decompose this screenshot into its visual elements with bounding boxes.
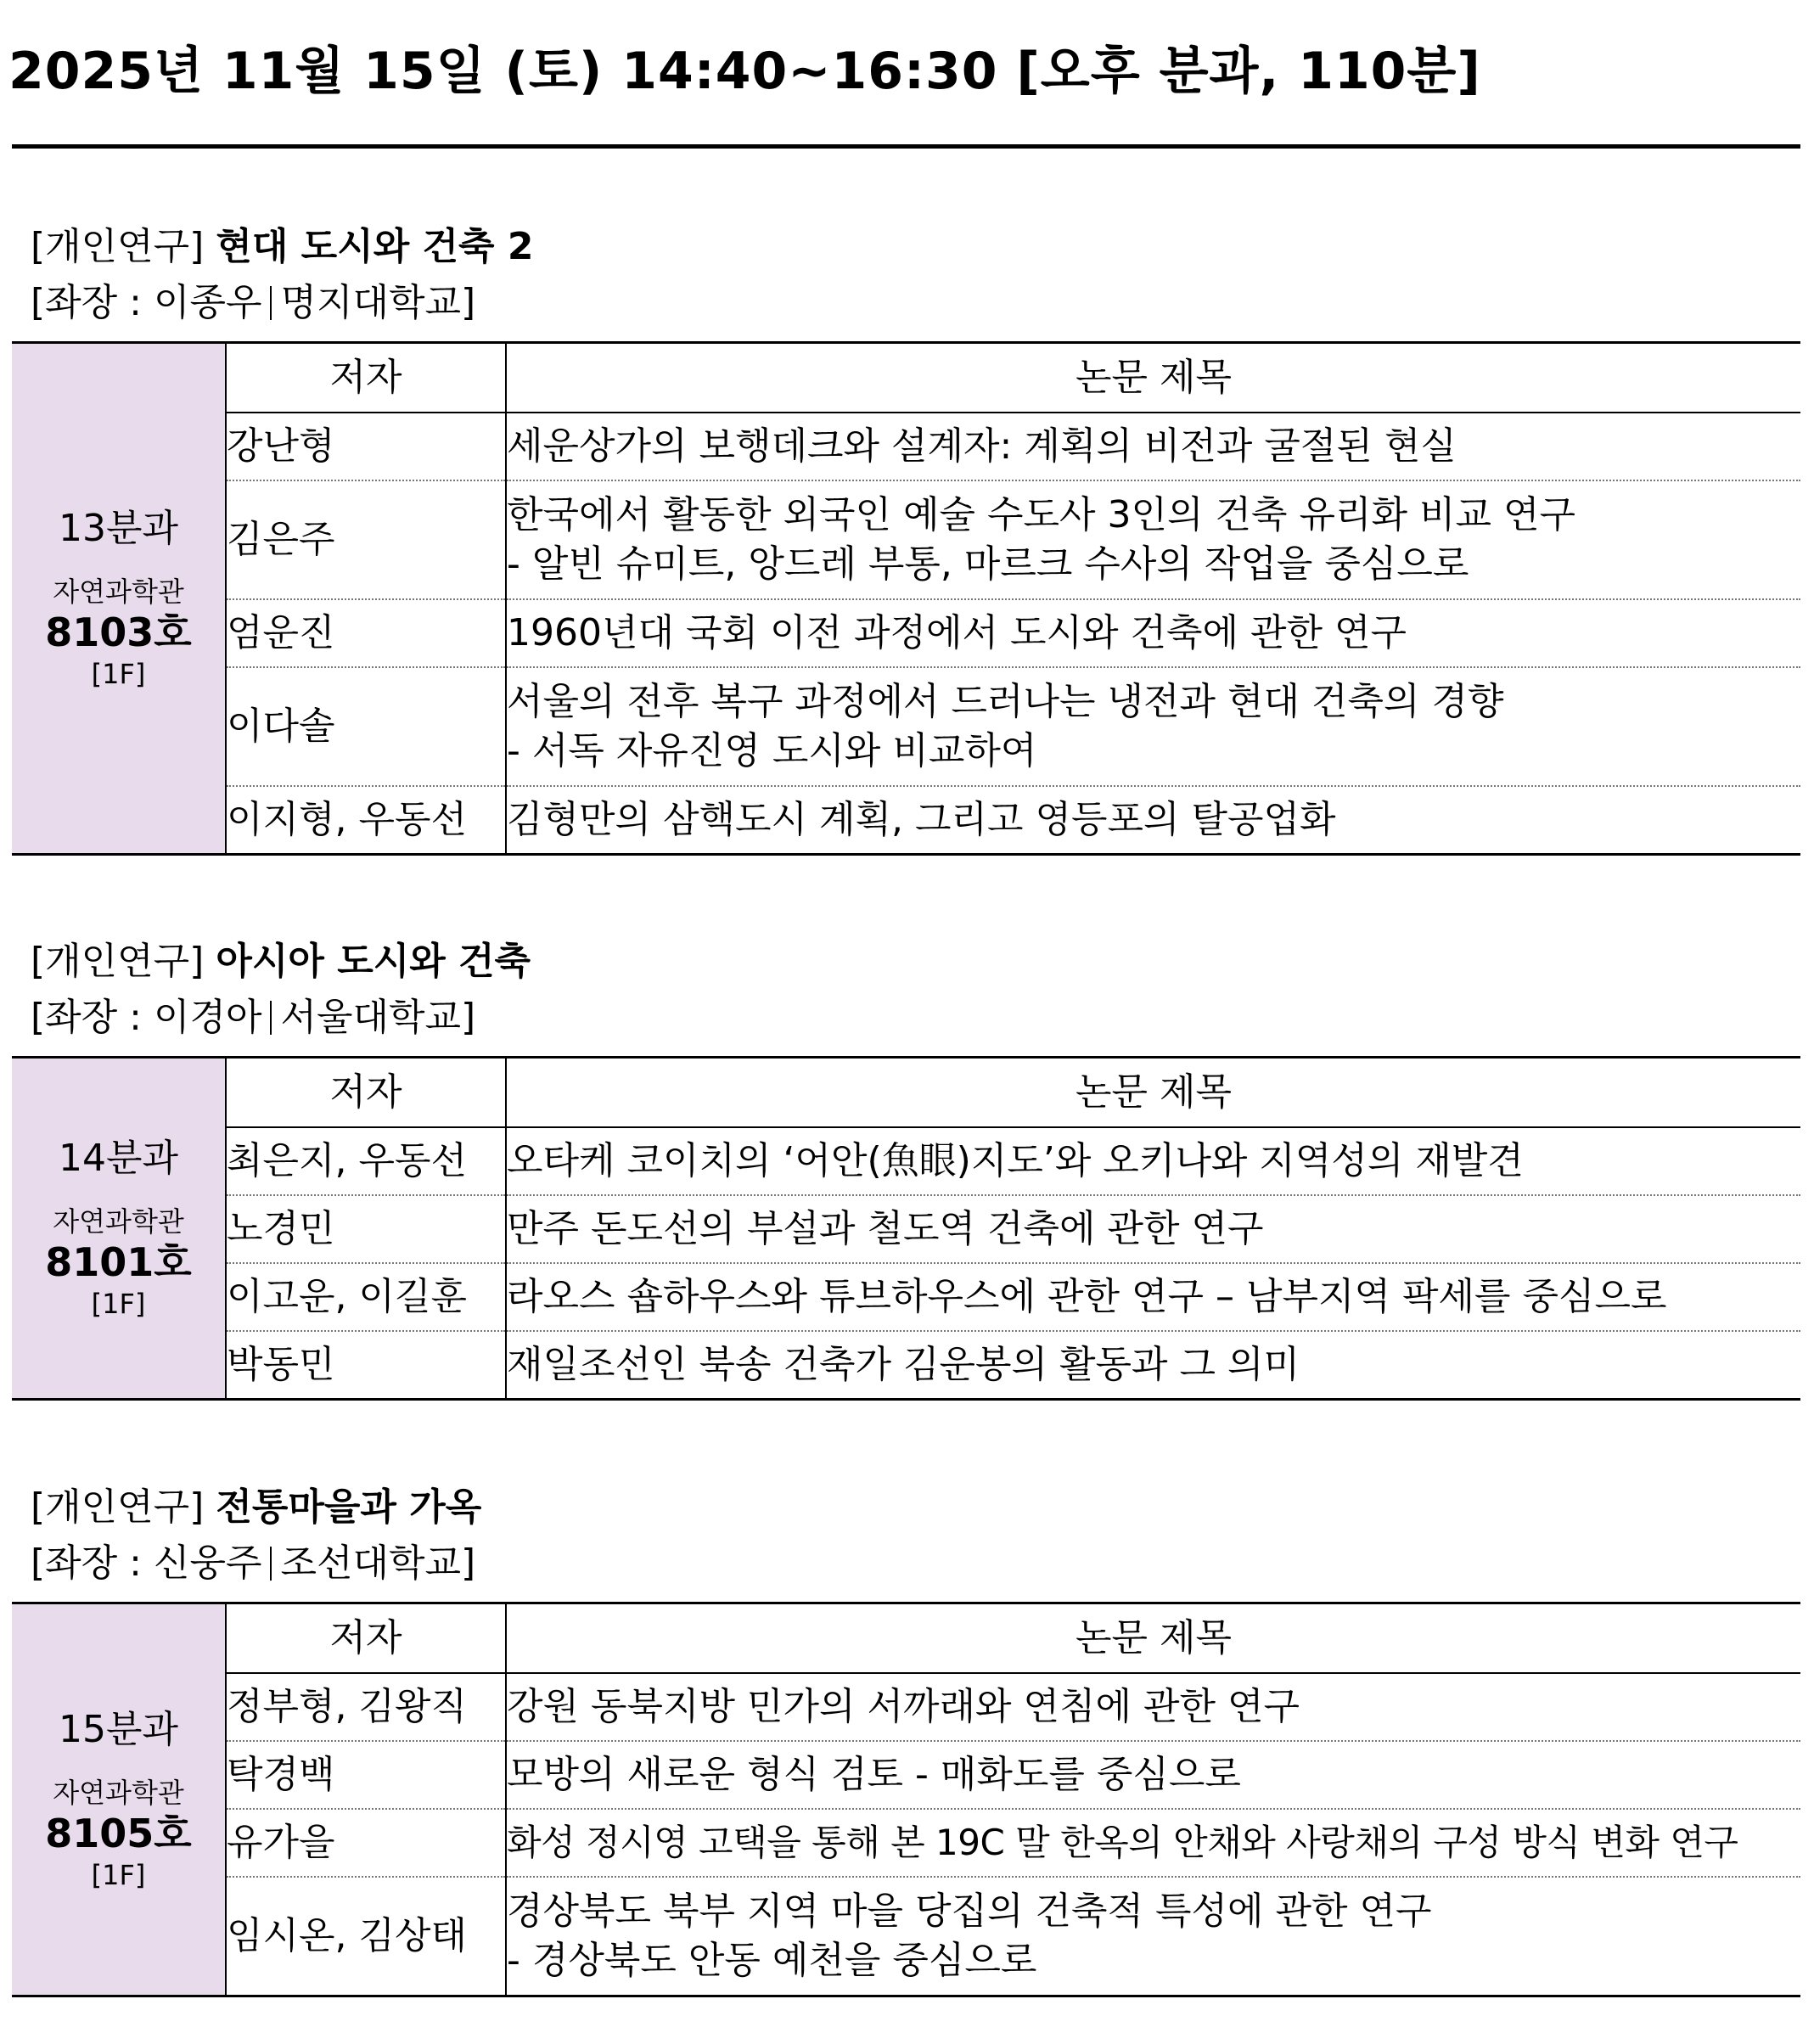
room-number: 8101호: [45, 1239, 192, 1285]
paper-author: 임시온, 김상태: [226, 1877, 506, 1996]
paper-author: 김은주: [226, 480, 506, 599]
paper-title: 한국에서 활동한 외국인 예술 수도사 3인의 건축 유리화 비교 연구: [507, 493, 1575, 536]
paper-author: 박동민: [226, 1331, 506, 1400]
session-number: 14분과: [59, 1137, 178, 1180]
author-column-header: 저자: [226, 1603, 506, 1674]
table-row: [12, 413, 1800, 480]
paper-author: 엄운진: [226, 599, 506, 667]
paper-subtitle: - 경상북도 안동 예천을 중심으로: [507, 1939, 1037, 1982]
room-cell: [12, 343, 226, 855]
session-14: [12, 934, 1800, 1401]
paper-title-cell: [506, 480, 1800, 599]
paper-title: 재일조선인 북송 건축가 김운봉의 활동과 그 의미: [507, 1343, 1300, 1386]
floor-label: [1F]: [91, 1859, 146, 1891]
paper-author: 유가을: [226, 1809, 506, 1877]
table-row: [12, 786, 1800, 855]
session-table: [12, 341, 1800, 856]
paper-title: 서울의 전후 복구 과정에서 드러나는 냉전과 현대 건축의 경향: [507, 680, 1504, 723]
chair-separator: [270, 286, 272, 320]
chair-affiliation: 조선대학교]: [280, 1541, 476, 1585]
paper-author: 노경민: [226, 1195, 506, 1263]
session-heading: [31, 1480, 1800, 1536]
session-type: [개인연구]: [31, 1485, 205, 1529]
chair-affiliation: 명지대학교]: [280, 281, 476, 324]
session-chair: [31, 1536, 1800, 1592]
session-heading: [31, 934, 1800, 990]
title-column-header: 논문 제목: [506, 1058, 1800, 1128]
table-row: [12, 1809, 1800, 1877]
table-row: [12, 1127, 1800, 1195]
chair-name: [좌장 : 이종우: [31, 281, 262, 324]
paper-author: 정부형, 김왕직: [226, 1673, 506, 1741]
author-column-header: 저자: [226, 1058, 506, 1128]
paper-title: 강원 동북지방 민가의 서까래와 연침에 관한 연구: [506, 1673, 1800, 1741]
chair-name: [좌장 : 이경아: [31, 996, 262, 1039]
page-title: 2025년 11월 15일 (토) 14:40~16:30 [오후 분과, 110분]: [8, 42, 1481, 101]
chair-separator: [270, 1001, 272, 1035]
paper-author: 탁경백: [226, 1741, 506, 1809]
author-column-header: 저자: [226, 343, 506, 413]
session-type: [개인연구]: [31, 940, 205, 983]
paper-title: 화성 정시영 고택을 통해 본 19C 말 한옥의 안채와 사랑채의 구성 방식 변화 연구: [506, 1809, 1800, 1877]
session-chair: [31, 990, 1800, 1046]
paper-title: 경상북도 북부 지역 마을 당집의 건축적 특성에 관한 연구: [507, 1890, 1432, 1933]
paper-title: 만주 돈도선의 부설과 철도역 건축에 관한 연구: [506, 1195, 1800, 1263]
table-row: [12, 599, 1800, 667]
session-theme: 전통마을과 가옥: [216, 1485, 482, 1529]
paper-title-cell: [506, 667, 1800, 786]
table-row: [12, 667, 1800, 786]
paper-author: 강난형: [226, 413, 506, 480]
table-row: [12, 480, 1800, 599]
session-heading: [31, 219, 1800, 275]
paper-subtitle: - 서독 자유진영 도시와 비교하여: [507, 729, 1037, 772]
building-name: 자연과학관: [53, 576, 184, 608]
room-cell: [12, 1603, 226, 1996]
title-divider: [12, 144, 1800, 149]
session-theme: 현대 도시와 건축 2: [216, 225, 534, 268]
session-type: [개인연구]: [31, 225, 205, 268]
session-number: 15분과: [59, 1708, 178, 1751]
session-table: [12, 1602, 1800, 1997]
table-row: [12, 1741, 1800, 1809]
paper-title: 오타케 코이치의 ‘어안(魚眼)지도’와 오키나와 지역성의 재발견: [506, 1127, 1800, 1195]
floor-label: [1F]: [91, 1288, 146, 1320]
chair-name: [좌장 : 신웅주: [31, 1541, 262, 1585]
paper-subtitle: - 알빈 슈미트, 앙드레 부통, 마르크 수사의 작업을 중심으로: [507, 542, 1469, 586]
paper-title: 1960년대 국회 이전 과정에서 도시와 건축에 관한 연구: [506, 599, 1800, 667]
room-cell: [12, 1058, 226, 1400]
session-13: [12, 219, 1800, 856]
title-column-header: 논문 제목: [506, 1603, 1800, 1674]
floor-label: [1F]: [91, 658, 146, 690]
session-theme: 아시아 도시와 건축: [216, 940, 531, 983]
chair-separator: [270, 1547, 272, 1581]
room-number: 8103호: [45, 609, 192, 655]
table-row: [12, 1877, 1800, 1996]
table-row: [12, 1331, 1800, 1400]
building-name: 자연과학관: [53, 1205, 184, 1238]
table-row: [12, 1673, 1800, 1741]
session-15: [12, 1480, 1800, 1997]
paper-author: 이지형, 우동선: [226, 786, 506, 855]
chair-affiliation: 서울대학교]: [280, 996, 476, 1039]
paper-title: 라오스 숍하우스와 튜브하우스에 관한 연구 – 남부지역 팍세를 중심으로: [506, 1263, 1800, 1331]
paper-title: 모방의 새로운 형식 검토 - 매화도를 중심으로: [506, 1741, 1800, 1809]
session-number: 13분과: [59, 507, 178, 550]
session-chair: [31, 275, 1800, 331]
title-column-header: 논문 제목: [506, 343, 1800, 413]
room-number: 8105호: [45, 1811, 192, 1856]
session-table: [12, 1056, 1800, 1401]
paper-title: 세운상가의 보행데크와 설계자: 계획의 비전과 굴절된 현실: [506, 413, 1800, 480]
paper-title-cell: [506, 1877, 1800, 1996]
paper-author: 이다솔: [226, 667, 506, 786]
table-row: [12, 1195, 1800, 1263]
paper-title: 김형만의 삼핵도시 계획, 그리고 영등포의 탈공업화: [507, 798, 1336, 841]
paper-author: 이고운, 이길훈: [226, 1263, 506, 1331]
building-name: 자연과학관: [53, 1777, 184, 1809]
paper-author: 최은지, 우동선: [226, 1127, 506, 1195]
table-row: [12, 1263, 1800, 1331]
